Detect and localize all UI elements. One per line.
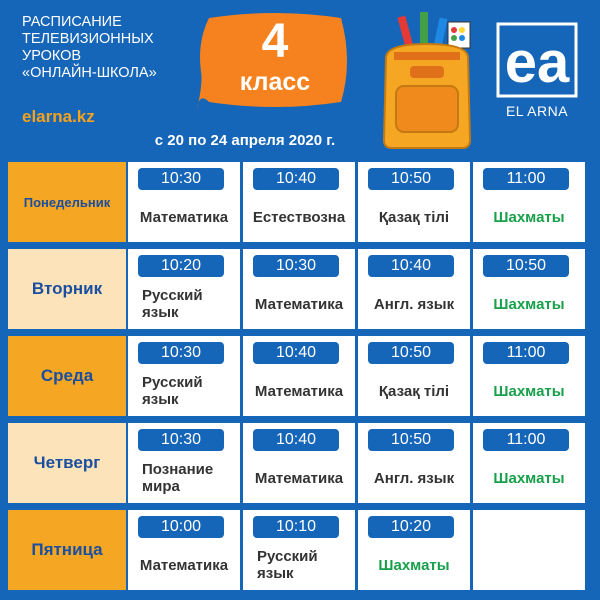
lesson-subject: Шахматы bbox=[493, 295, 565, 313]
lesson-subject: Познание мира bbox=[142, 461, 214, 495]
lesson-cell bbox=[128, 249, 240, 329]
lesson-time: 10:50 bbox=[368, 168, 454, 190]
lesson-subject: Шахматы bbox=[493, 382, 565, 400]
lesson-subject: Математика bbox=[139, 556, 229, 574]
lesson-cell bbox=[358, 336, 470, 416]
site-link[interactable]: elarna.kz bbox=[22, 107, 95, 126]
lesson-subject: Русский язык bbox=[142, 287, 203, 321]
lesson-cell bbox=[473, 162, 585, 242]
lesson-time: 10:30 bbox=[138, 342, 224, 364]
lesson-cell bbox=[243, 510, 355, 590]
lesson-subject: Математика bbox=[254, 295, 344, 313]
day-label: Понедельник bbox=[8, 162, 126, 242]
grade-word: класс bbox=[239, 68, 311, 96]
lesson-subject: Математика bbox=[254, 382, 344, 400]
lesson-time: 10:20 bbox=[138, 255, 224, 277]
lesson-cell bbox=[128, 510, 240, 590]
lesson-subject: Шахматы bbox=[493, 208, 565, 226]
lesson-subject: Математика bbox=[139, 208, 229, 226]
lesson-time: 10:30 bbox=[138, 429, 224, 451]
lesson-time: 10:50 bbox=[368, 429, 454, 451]
lesson-time: 10:40 bbox=[253, 429, 339, 451]
el-arna-logo bbox=[494, 20, 580, 125]
lesson-cell bbox=[358, 249, 470, 329]
lesson-cell bbox=[473, 423, 585, 503]
schedule-title bbox=[22, 14, 157, 82]
day-label: Среда bbox=[8, 336, 126, 416]
logo-mark: ea bbox=[504, 30, 570, 95]
lesson-time: 11:00 bbox=[483, 429, 569, 451]
backpack-icon bbox=[372, 8, 482, 153]
lesson-subject: Англ. язык bbox=[373, 295, 455, 313]
lesson-cell bbox=[243, 249, 355, 329]
lesson-time: 10:30 bbox=[253, 255, 339, 277]
lesson-cell bbox=[243, 336, 355, 416]
schedule-row bbox=[6, 247, 594, 331]
schedule-row bbox=[6, 334, 594, 418]
lesson-cell bbox=[243, 423, 355, 503]
lesson-time: 10:20 bbox=[368, 516, 454, 538]
schedule-row bbox=[6, 508, 594, 592]
schedule-row bbox=[6, 421, 594, 505]
logo-text: EL ARNA bbox=[505, 103, 569, 119]
title-line: «ОНЛАЙН-ШКОЛА» bbox=[22, 65, 157, 81]
lesson-cell bbox=[128, 162, 240, 242]
lesson-cell bbox=[473, 510, 585, 590]
date-range: с 20 по 24 апреля 2020 г. bbox=[154, 132, 336, 149]
lesson-subject: Англ. язык bbox=[373, 469, 455, 487]
lesson-time: 10:10 bbox=[253, 516, 339, 538]
lesson-cell bbox=[358, 162, 470, 242]
schedule-row bbox=[6, 160, 594, 244]
ea-logo-icon bbox=[494, 20, 580, 100]
lesson-subject: Шахматы bbox=[493, 469, 565, 487]
lesson-cell bbox=[128, 336, 240, 416]
lesson-time: 10:40 bbox=[253, 342, 339, 364]
lesson-cell bbox=[473, 336, 585, 416]
lesson-cell bbox=[358, 423, 470, 503]
lesson-time: 11:00 bbox=[483, 342, 569, 364]
day-label: Вторник bbox=[8, 249, 126, 329]
title-line: УРОКОВ bbox=[22, 48, 82, 64]
lesson-time: 10:30 bbox=[138, 168, 224, 190]
lesson-subject: Шахматы bbox=[378, 556, 450, 574]
grade-number: 4 bbox=[261, 15, 289, 68]
lesson-time: 10:40 bbox=[253, 168, 339, 190]
day-label: Пятница bbox=[8, 510, 126, 590]
title-line: РАСПИСАНИЕ bbox=[22, 14, 122, 30]
title-line: ТЕЛЕВИЗИОННЫХ bbox=[22, 31, 154, 47]
header bbox=[0, 0, 600, 160]
schedule-table bbox=[6, 160, 594, 596]
lesson-subject: Русский язык bbox=[142, 374, 203, 408]
day-label: Четверг bbox=[8, 423, 126, 503]
lesson-time: 10:40 bbox=[368, 255, 454, 277]
lesson-cell bbox=[358, 510, 470, 590]
lesson-time: 10:00 bbox=[138, 516, 224, 538]
lesson-time: 11:00 bbox=[483, 168, 569, 190]
lesson-subject: Қазақ тілі bbox=[378, 208, 450, 226]
lesson-time: 10:50 bbox=[483, 255, 569, 277]
lesson-subject: Естествозна bbox=[252, 208, 346, 226]
lesson-time: 10:50 bbox=[368, 342, 454, 364]
lesson-subject: Математика bbox=[254, 469, 344, 487]
lesson-cell bbox=[243, 162, 355, 242]
grade-bubble bbox=[195, 12, 355, 112]
lesson-cell bbox=[128, 423, 240, 503]
lesson-subject: Русский язык bbox=[257, 548, 318, 582]
lesson-cell bbox=[473, 249, 585, 329]
lesson-subject: Қазақ тілі bbox=[378, 382, 450, 400]
